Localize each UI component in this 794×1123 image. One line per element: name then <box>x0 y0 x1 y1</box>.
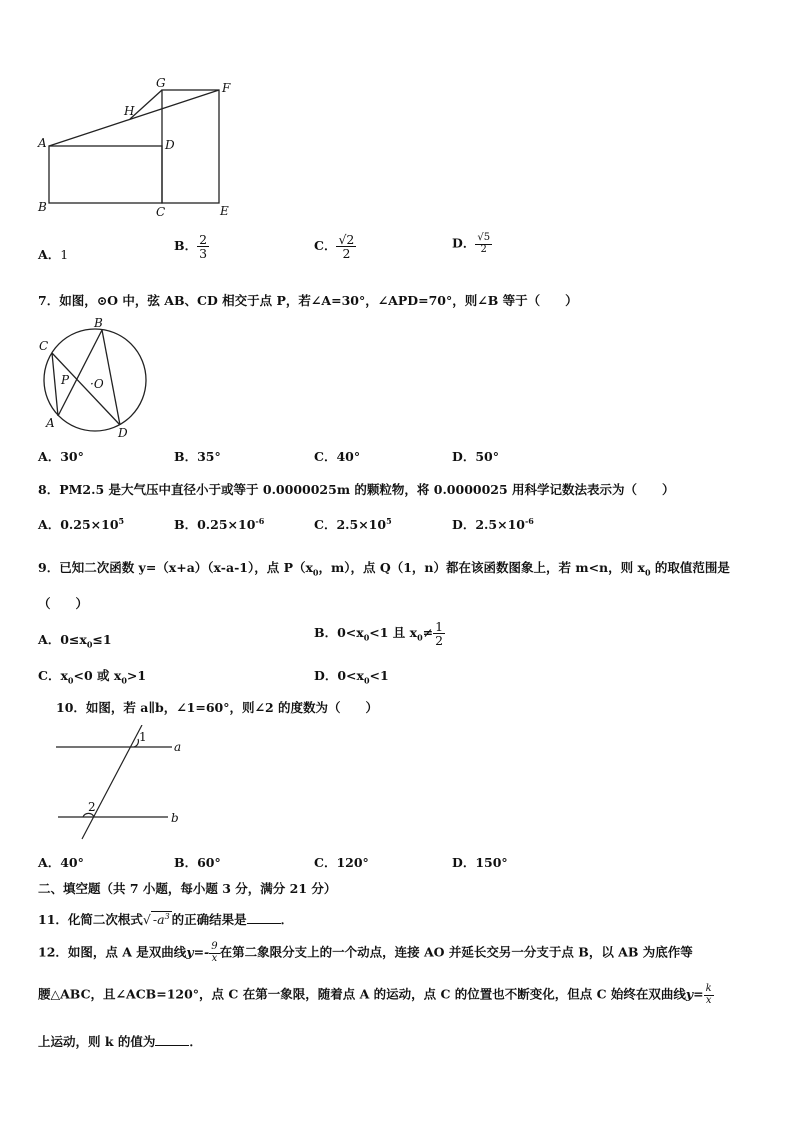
q9-option-a[interactable] <box>38 630 112 650</box>
q7-text: 7．如图，⊙O 中，弦 AB、CD 相交于点 P，若∠A=30°，∠APD=70°，则∠B 等于（ ） <box>38 293 578 308</box>
q9-c-mid: <0 或 x <box>73 668 122 683</box>
angle-2-label: 2 <box>88 800 96 814</box>
q6-d-label: D． <box>452 235 476 251</box>
q9-b-sub: 0 <box>363 632 370 643</box>
label-c: C <box>39 339 49 353</box>
label-d: D <box>118 426 128 440</box>
q11-blank[interactable] <box>247 923 281 924</box>
q7-option-b[interactable]: B．35° <box>174 449 221 464</box>
q6-c-den: 2 <box>342 246 351 262</box>
label-e: E <box>220 204 229 218</box>
q12-blank[interactable] <box>155 1045 189 1046</box>
q12-l2-den: x <box>705 994 712 1006</box>
q6-option-a[interactable] <box>38 245 68 263</box>
q8-c-exp: 5 <box>386 515 392 526</box>
q6-b-num: 2 <box>199 232 208 247</box>
label-h: H <box>124 104 135 118</box>
q10-option-a[interactable]: A．40° <box>38 855 84 870</box>
q8-d-mantissa: 2.5×10 <box>475 517 525 532</box>
q11-rad: -a <box>152 912 165 927</box>
q8-option-b[interactable] <box>174 515 264 533</box>
q10-text: 10．如图，若 a∥b，∠1=60°，则∠2 的度数为（ ） <box>56 700 379 715</box>
circle-figure <box>34 313 154 441</box>
q9-b-den: 2 <box>435 633 444 649</box>
q9-option-c[interactable] <box>38 666 146 686</box>
q8-a-exp: 5 <box>118 515 125 526</box>
q6-a-label: A． <box>38 247 61 262</box>
q12-line-3 <box>38 1032 202 1050</box>
q12-l1-a: 12．如图，点 A 是双曲线 <box>38 944 187 960</box>
q8-b-exp: -6 <box>255 515 265 526</box>
q9-c-sub: 0 <box>67 675 74 686</box>
q9-paren: （ ） <box>38 596 89 611</box>
line-af <box>49 90 219 146</box>
q9-a-text: A．0≤x <box>38 632 87 647</box>
chord-ca <box>52 353 58 416</box>
q9-c-sub2: 0 <box>121 675 127 686</box>
q9-b-num: 1 <box>435 619 444 634</box>
q8-b-label: B． <box>174 517 198 532</box>
q9-sub-1: 0 <box>312 567 319 578</box>
q9-a-tail: ≤1 <box>92 632 112 647</box>
q9-text-b: ，m），点 Q（1，n）都在该函数图象上，若 m<n，则 x <box>318 560 645 575</box>
q11-post: 的正确结果是 <box>171 912 247 927</box>
q9-b-sub2: 0 <box>417 632 423 643</box>
q12-l1-b: 在第二象限分支上的一个动点，连接 AO 并延长交另一分支于点 B，以 AB 为底作等 <box>219 944 693 960</box>
q8-a-mantissa: 0.25×10 <box>60 517 119 532</box>
label-b: b <box>171 811 179 825</box>
q12-l1-num: 9 <box>211 941 218 952</box>
label-b: B <box>94 316 103 330</box>
q10-option-d[interactable]: D．150° <box>452 855 508 870</box>
q11-pre: 11．化简二次根式 <box>38 912 143 927</box>
label-g: G <box>156 76 166 90</box>
chord-bd <box>102 330 120 425</box>
section-heading: 二、填空题（共 7 小题，每小题 3 分，满分 21 分） <box>38 881 337 896</box>
parallel-lines-figure <box>50 725 190 840</box>
q8-c-label: C． <box>314 517 337 532</box>
q11-end: ． <box>280 912 294 927</box>
label-f: F <box>222 81 231 95</box>
q8-text: 8．PM2.5 是大气压中直径小于或等于 0.0000025m 的颗粒物，将 0.0000025 用科学记数法表示为（ ） <box>38 482 675 497</box>
q9-c-tail: >1 <box>126 668 147 683</box>
q9-d-text: D．0<x <box>314 668 364 683</box>
rectangle-figure <box>34 72 244 222</box>
label-a: A <box>46 416 55 430</box>
q12-l2-a: 腰△ABC，且∠ACB=120°，点 C 在第一象限，随着点 A 的运动，点 C 的位置也不断变化，但点 C 始终在双曲线 <box>38 986 686 1002</box>
q6-option-b[interactable] <box>174 233 209 260</box>
label-c: C <box>156 205 166 219</box>
q6-c-label: C． <box>314 238 337 254</box>
q11-exp: 3 <box>164 911 170 921</box>
q6-d-num: √5 <box>477 232 491 243</box>
q9-a-sub: 0 <box>86 639 93 650</box>
q12-l1-den: x <box>211 952 218 964</box>
q8-c-mantissa: 2.5×10 <box>336 517 387 532</box>
q8-option-c[interactable] <box>314 515 392 533</box>
q8-b-mantissa: 0.25×10 <box>197 517 256 532</box>
q6-option-d[interactable] <box>452 233 492 255</box>
q12-l1-y: y=- <box>186 944 210 960</box>
q7-option-a[interactable]: A．30° <box>38 449 84 464</box>
q9-d-tail: <1 <box>369 668 389 683</box>
label-p: P <box>61 373 70 387</box>
q12-l3: 上运动，则 k 的值为 <box>38 1034 156 1049</box>
q9-option-b[interactable] <box>314 620 445 647</box>
q6-c-num: √2 <box>338 232 355 247</box>
q8-a-label: A． <box>38 517 61 532</box>
q12-l2-y: y= <box>685 986 704 1002</box>
q6-a-value: 1 <box>60 247 69 262</box>
transversal <box>82 725 142 839</box>
q7-option-c[interactable]: C．40° <box>314 449 361 464</box>
q8-d-exp: -6 <box>524 515 534 526</box>
label-d: D <box>165 138 175 152</box>
q9-option-d[interactable] <box>314 666 389 686</box>
q9-d-sub: 0 <box>363 675 370 686</box>
q10-option-b[interactable]: B．60° <box>174 855 221 870</box>
q9-text <box>38 558 730 578</box>
q8-option-d[interactable] <box>452 515 534 533</box>
q6-option-c[interactable] <box>314 233 356 260</box>
q12-line-1 <box>38 942 693 964</box>
label-o: ·O <box>90 377 104 391</box>
q9-b-mid: <1 且 x <box>369 625 418 641</box>
label-a: a <box>174 740 182 754</box>
q12-line-2 <box>38 984 714 1006</box>
label-b: B <box>38 200 47 214</box>
q8-d-label: D． <box>452 517 476 532</box>
q6-d-den: 2 <box>480 243 487 255</box>
q9-c-text: C．x <box>38 668 68 683</box>
q12-l2-num: k <box>705 983 712 994</box>
rect-abcd <box>49 146 162 203</box>
q6-b-den: 3 <box>199 246 208 262</box>
q11-text <box>38 910 293 928</box>
label-a: A <box>38 136 47 150</box>
q10-option-c[interactable]: C．120° <box>314 855 369 870</box>
q7-option-d[interactable]: D．50° <box>452 449 499 464</box>
q9-text-c: 的取值范围是 <box>650 560 730 575</box>
chord-cd <box>52 353 120 425</box>
q9-sub-2: 0 <box>644 567 651 578</box>
q9-b-neq: ≠ <box>422 625 434 641</box>
q9-b-text: B．0<x <box>314 625 364 641</box>
q6-b-label: B． <box>174 238 198 254</box>
angle-1-label: 1 <box>139 730 147 744</box>
q9-text-a: 9．已知二次函数 y=（x+a）（x-a-1），点 P（x <box>38 560 313 575</box>
q12-l3-end: ． <box>189 1034 202 1049</box>
q8-option-a[interactable] <box>38 515 124 533</box>
q11-radical: √ $-a^3$ <box>142 911 170 927</box>
